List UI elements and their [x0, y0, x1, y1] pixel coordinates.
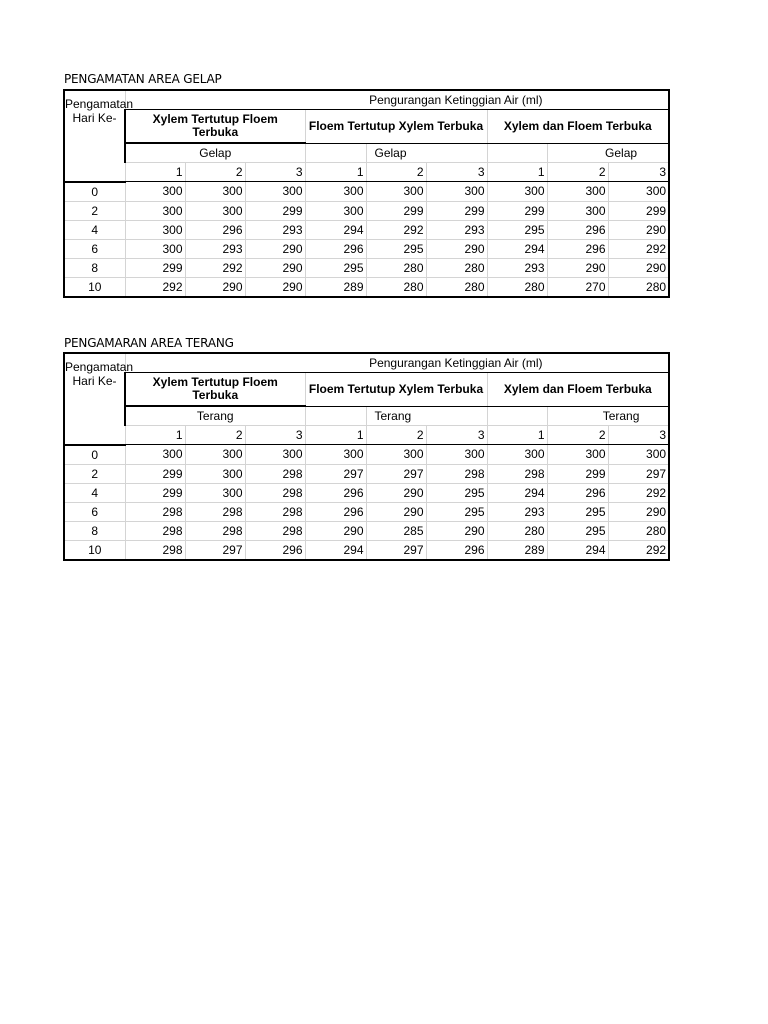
value-cell: 280	[366, 258, 426, 277]
value-cell: 298	[125, 521, 185, 540]
value-cell: 298	[245, 464, 305, 483]
value-cell: 296	[305, 483, 366, 502]
value-cell: 300	[608, 182, 669, 202]
rep-number: 2	[547, 163, 608, 182]
value-cell: 298	[426, 464, 487, 483]
value-cell: 295	[305, 258, 366, 277]
rep-number: 3	[426, 163, 487, 182]
value-cell: 280	[608, 521, 669, 540]
value-cell: 300	[305, 201, 366, 220]
value-cell: 299	[366, 201, 426, 220]
value-cell: 298	[125, 502, 185, 521]
condition-label: Terang	[547, 406, 669, 426]
table-title: PENGAMARAN AREA TERANG	[64, 336, 234, 350]
day-cell: 8	[64, 258, 125, 277]
rep-number: 2	[547, 426, 608, 445]
value-cell: 297	[185, 540, 245, 560]
group-header: Xylem dan Floem Terbuka	[487, 373, 669, 407]
group-header: Xylem Tertutup Floem Terbuka	[125, 373, 305, 407]
table-row	[64, 464, 669, 483]
day-cell: 4	[64, 483, 125, 502]
value-cell: 300	[125, 182, 185, 202]
value-cell: 290	[185, 277, 245, 297]
value-cell: 289	[487, 540, 547, 560]
value-cell: 300	[125, 201, 185, 220]
rep-number: 2	[366, 163, 426, 182]
table-row	[64, 445, 669, 465]
value-cell: 296	[305, 239, 366, 258]
value-cell: 292	[185, 258, 245, 277]
rep-number: 2	[185, 426, 245, 445]
value-cell: 290	[426, 239, 487, 258]
condition-label: Terang	[366, 406, 487, 426]
day-cell: 0	[64, 445, 125, 465]
value-cell: 280	[366, 277, 426, 297]
value-cell: 290	[366, 502, 426, 521]
value-cell: 300	[487, 182, 547, 202]
group-header: Floem Tertutup Xylem Terbuka	[305, 373, 487, 407]
value-cell: 296	[305, 502, 366, 521]
value-cell: 290	[608, 258, 669, 277]
value-cell: 297	[366, 464, 426, 483]
value-cell: 295	[547, 521, 608, 540]
value-cell: 299	[125, 258, 185, 277]
table-row	[64, 277, 669, 297]
day-cell: 2	[64, 464, 125, 483]
value-cell: 280	[608, 277, 669, 297]
value-cell: 290	[608, 220, 669, 239]
value-cell: 285	[366, 521, 426, 540]
day-cell: 6	[64, 239, 125, 258]
value-cell: 297	[305, 464, 366, 483]
day-cell: 8	[64, 521, 125, 540]
value-cell: 299	[125, 464, 185, 483]
value-cell: 292	[366, 220, 426, 239]
value-cell: 293	[185, 239, 245, 258]
value-cell: 300	[305, 445, 366, 465]
day-cell: 2	[64, 201, 125, 220]
value-cell: 294	[547, 540, 608, 560]
value-cell: 300	[245, 182, 305, 202]
data-table-terang	[63, 352, 670, 561]
value-cell: 290	[305, 521, 366, 540]
obs-day-header: Pengamatan Hari Ke-	[64, 353, 125, 445]
rep-number: 1	[305, 163, 366, 182]
table-title: PENGAMATAN AREA GELAP	[64, 72, 222, 86]
value-cell: 292	[608, 540, 669, 560]
value-cell: 298	[487, 464, 547, 483]
value-cell: 292	[608, 239, 669, 258]
value-cell: 300	[125, 220, 185, 239]
value-cell: 296	[547, 239, 608, 258]
value-cell: 300	[426, 182, 487, 202]
day-cell: 4	[64, 220, 125, 239]
value-cell: 300	[547, 201, 608, 220]
day-cell: 10	[64, 540, 125, 560]
main-header: Pengurangan Ketinggian Air (ml)	[125, 90, 669, 110]
rep-number: 1	[125, 163, 185, 182]
value-cell: 295	[426, 483, 487, 502]
value-cell: 294	[305, 540, 366, 560]
table-row	[64, 521, 669, 540]
table-row	[64, 258, 669, 277]
value-cell: 300	[547, 182, 608, 202]
value-cell: 295	[426, 502, 487, 521]
value-cell: 294	[487, 483, 547, 502]
value-cell: 293	[426, 220, 487, 239]
value-cell: 280	[426, 258, 487, 277]
rep-number: 1	[305, 426, 366, 445]
value-cell: 295	[547, 502, 608, 521]
rep-number: 1	[487, 163, 547, 182]
obs-day-header: Pengamatan Hari Ke-	[64, 90, 125, 182]
value-cell: 294	[305, 220, 366, 239]
value-cell: 289	[305, 277, 366, 297]
value-cell: 280	[487, 277, 547, 297]
value-cell: 293	[245, 220, 305, 239]
value-cell: 299	[487, 201, 547, 220]
value-cell: 298	[245, 502, 305, 521]
day-cell: 0	[64, 182, 125, 202]
value-cell: 299	[426, 201, 487, 220]
table-row	[64, 220, 669, 239]
value-cell: 294	[487, 239, 547, 258]
value-cell: 298	[185, 502, 245, 521]
condition-label: Gelap	[366, 143, 487, 163]
group-header: Xylem dan Floem Terbuka	[487, 110, 669, 144]
value-cell: 296	[547, 483, 608, 502]
value-cell: 298	[245, 521, 305, 540]
value-cell: 292	[125, 277, 185, 297]
value-cell: 290	[366, 483, 426, 502]
value-cell: 290	[245, 277, 305, 297]
value-cell: 300	[426, 445, 487, 465]
value-cell: 300	[547, 445, 608, 465]
value-cell: 290	[608, 502, 669, 521]
value-cell: 293	[487, 258, 547, 277]
value-cell: 300	[185, 483, 245, 502]
value-cell: 296	[185, 220, 245, 239]
rep-number: 3	[426, 426, 487, 445]
table-row	[64, 182, 669, 202]
table-row	[64, 201, 669, 220]
value-cell: 298	[125, 540, 185, 560]
condition-label: Terang	[125, 406, 305, 426]
value-cell: 290	[547, 258, 608, 277]
value-cell: 300	[185, 182, 245, 202]
condition-label: Gelap	[125, 143, 305, 163]
value-cell: 293	[487, 502, 547, 521]
value-cell: 297	[608, 464, 669, 483]
value-cell: 295	[487, 220, 547, 239]
value-cell: 298	[245, 483, 305, 502]
table-row	[64, 502, 669, 521]
value-cell: 299	[125, 483, 185, 502]
value-cell: 300	[245, 445, 305, 465]
value-cell: 300	[125, 239, 185, 258]
value-cell: 299	[245, 201, 305, 220]
value-cell: 299	[547, 464, 608, 483]
value-cell: 300	[305, 182, 366, 202]
table-row	[64, 239, 669, 258]
value-cell: 297	[366, 540, 426, 560]
value-cell: 296	[426, 540, 487, 560]
table-row	[64, 540, 669, 560]
value-cell: 299	[608, 201, 669, 220]
value-cell: 300	[366, 182, 426, 202]
value-cell: 300	[185, 464, 245, 483]
data-table-gelap	[63, 89, 670, 298]
value-cell: 300	[185, 445, 245, 465]
rep-number: 1	[125, 426, 185, 445]
rep-number: 2	[366, 426, 426, 445]
value-cell: 280	[487, 521, 547, 540]
table-row	[64, 483, 669, 502]
day-cell: 6	[64, 502, 125, 521]
value-cell: 296	[245, 540, 305, 560]
value-cell: 300	[185, 201, 245, 220]
rep-number: 3	[245, 426, 305, 445]
main-header: Pengurangan Ketinggian Air (ml)	[125, 353, 669, 373]
rep-number: 3	[245, 163, 305, 182]
rep-number: 3	[608, 163, 669, 182]
value-cell: 290	[426, 521, 487, 540]
value-cell: 290	[245, 239, 305, 258]
day-cell: 10	[64, 277, 125, 297]
group-header: Floem Tertutup Xylem Terbuka	[305, 110, 487, 144]
value-cell: 290	[245, 258, 305, 277]
value-cell: 292	[608, 483, 669, 502]
value-cell: 300	[487, 445, 547, 465]
value-cell: 300	[608, 445, 669, 465]
value-cell: 295	[366, 239, 426, 258]
value-cell: 280	[426, 277, 487, 297]
rep-number: 3	[608, 426, 669, 445]
value-cell: 300	[125, 445, 185, 465]
condition-label: Gelap	[547, 143, 669, 163]
value-cell: 300	[366, 445, 426, 465]
rep-number: 2	[185, 163, 245, 182]
group-header: Xylem Tertutup Floem Terbuka	[125, 110, 305, 144]
value-cell: 298	[185, 521, 245, 540]
value-cell: 296	[547, 220, 608, 239]
value-cell: 270	[547, 277, 608, 297]
rep-number: 1	[487, 426, 547, 445]
